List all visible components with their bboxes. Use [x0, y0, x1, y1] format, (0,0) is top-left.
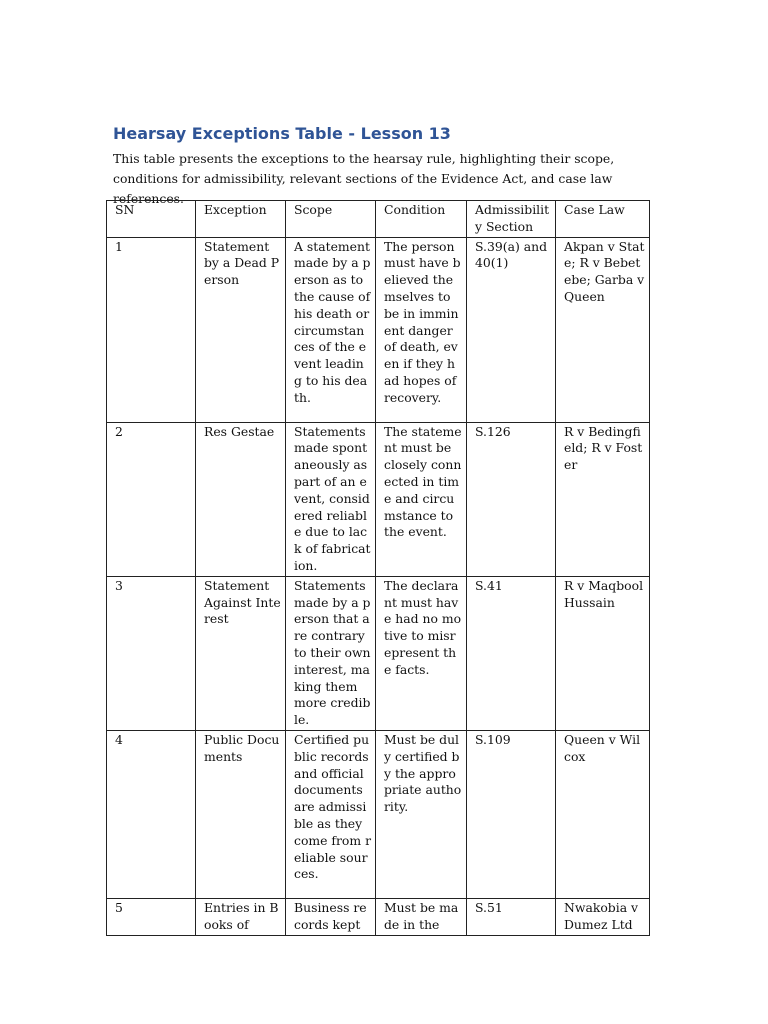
cell-condition: The statement must be closely connected in time and circumstance to the event.: [376, 422, 467, 576]
table-row: [107, 898, 650, 935]
table-row: [107, 730, 650, 898]
cell-scope: Statements made spontaneously as part of an event, considered reliable due to lack of fabrication.: [286, 422, 376, 576]
header-condition: Condition: [376, 201, 467, 238]
cell-section: S.41: [467, 576, 556, 730]
document-title: Hearsay Exceptions Table - Lesson 13: [113, 124, 451, 143]
cell-case-law: R v Bedingfield; R v Foster: [556, 422, 650, 576]
cell-condition: The declarant must have had no motive to misrepresent the facts.: [376, 576, 467, 730]
cell-sn: 2: [107, 422, 196, 576]
cell-sn: 1: [107, 237, 196, 422]
header-scope: Scope: [286, 201, 376, 238]
cell-section: S.109: [467, 730, 556, 898]
cell-case-law: R v Maqbool Hussain: [556, 576, 650, 730]
cell-sn: 4: [107, 730, 196, 898]
table-header-row: [107, 201, 650, 238]
table-row: [107, 576, 650, 730]
cell-condition: Must be duly certified by the appropriate authority.: [376, 730, 467, 898]
cell-sn: 5: [107, 898, 196, 935]
cell-section: S.39(a) and 40(1): [467, 237, 556, 422]
hearsay-exceptions-table: [106, 200, 650, 936]
header-case-law: Case Law: [556, 201, 650, 238]
header-admissibility-section: Admissibility Section: [467, 201, 556, 238]
cell-scope: Statements made by a person that are contrary to their own interest, making them more credible.: [286, 576, 376, 730]
cell-scope: A statement made by a person as to the cause of his death or circumstances of the event leading to his death.: [286, 237, 376, 422]
cell-scope: Certified public records and official documents are admissible as they come from reliable sources.: [286, 730, 376, 898]
cell-exception: Entries in Books of: [196, 898, 286, 935]
cell-exception: Statement Against Interest: [196, 576, 286, 730]
cell-exception: Res Gestae: [196, 422, 286, 576]
cell-case-law: Nwakobia v Dumez Ltd: [556, 898, 650, 935]
intro-paragraph: This table presents the exceptions to the hearsay rule, highlighting their scope, conditions for admissibility, relevant sections of the Evidence Act, and case law references.: [113, 151, 615, 206]
cell-section: S.126: [467, 422, 556, 576]
cell-scope: Business records kept: [286, 898, 376, 935]
cell-section: S.51: [467, 898, 556, 935]
cell-case-law: Queen v Wilcox: [556, 730, 650, 898]
cell-case-law: Akpan v State; R v Bebetebe; Garba v Queen: [556, 237, 650, 422]
table-row: [107, 237, 650, 422]
header-sn: SN: [107, 201, 196, 238]
cell-condition: Must be made in the: [376, 898, 467, 935]
cell-condition: The person must have believed themselves to be in imminent danger of death, even if they had hopes of recovery.: [376, 237, 467, 422]
cell-exception: Public Documents: [196, 730, 286, 898]
header-exception: Exception: [196, 201, 286, 238]
cell-sn: 3: [107, 576, 196, 730]
cell-exception: Statement by a Dead Person: [196, 237, 286, 422]
table-row: [107, 422, 650, 576]
